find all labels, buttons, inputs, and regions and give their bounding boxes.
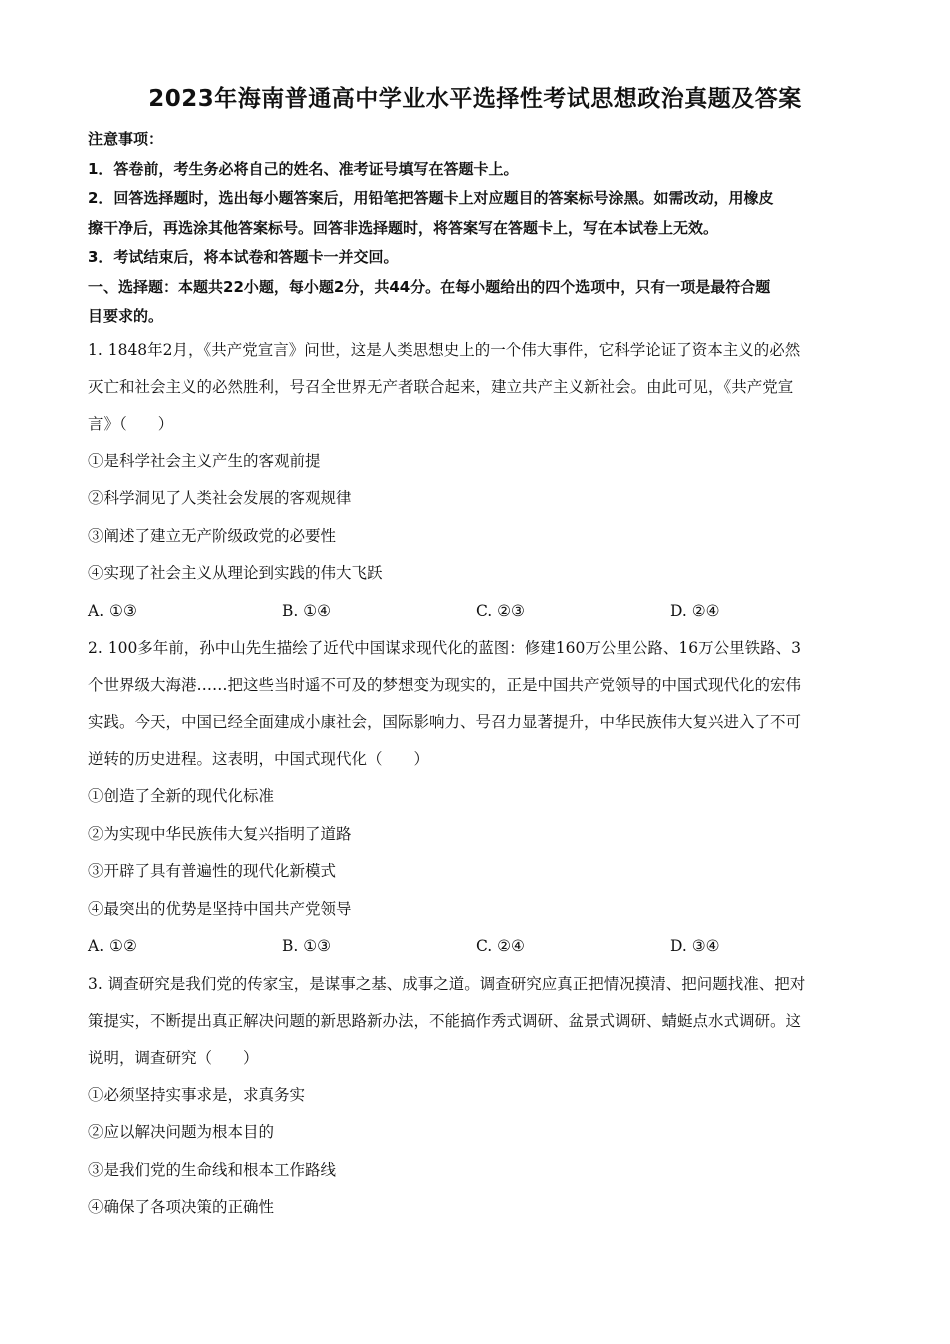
statement-item: ②科学洞见了人类社会发展的客观规律	[88, 489, 352, 507]
answer-choices	[88, 593, 864, 631]
statement-item: ④最突出的优势是坚持中国共产党领导	[88, 899, 352, 918]
choice-c: C. ②④	[476, 937, 525, 955]
notice-item: 3．考试结束后，将本试卷和答题卡一并交回。	[88, 248, 399, 266]
question-2	[88, 630, 864, 966]
question-stem: 策提实，不断提出真正解决问题的新思路新办法，不能搞作秀式调研、盆景式调研、蜻蜓点水式调研。这	[88, 1011, 802, 1030]
section-heading-cont: 目要求的。	[88, 307, 164, 325]
notice-item: 擦干净后，再选涂其他答案标号。回答非选择题时，将答案写在答题卡上，写在本试卷上无效。	[88, 218, 719, 237]
question-stem: 说明，调查研究（ ）	[88, 1048, 259, 1067]
question-stem: 言》（ ）	[88, 414, 174, 433]
statement-item: ③是我们党的生命线和根本工作路线	[88, 1160, 337, 1179]
statement-item: ③阐述了建立无产阶级政党的必要性	[88, 526, 337, 545]
question-stem: 1. 1848年2月，《共产党宣言》问世，这是人类思想史上的一个伟大事件，它科学论证了资本主义的必然	[88, 340, 801, 359]
choice-d: D. ③④	[670, 937, 720, 955]
statement-item: ④确保了各项决策的正确性	[88, 1198, 275, 1216]
question-1	[88, 332, 864, 631]
question-stem: 2. 100多年前，孙中山先生描绘了近代中国谋求现代化的蓝图：修建160万公里公路、16万公里铁路、3	[88, 639, 801, 657]
statement-item: ④实现了社会主义从理论到实践的伟大飞跃	[88, 564, 383, 582]
notice-heading: 注意事项：	[88, 130, 164, 148]
question-stem: 个世界级大海港……把这些当时遥不可及的梦想变为现实的，正是中国共产党领导的中国式现代化的宏伟	[88, 676, 802, 694]
statement-item: ①创造了全新的现代化标准	[88, 787, 275, 805]
notice-item: 2．回答选择题时，选出每小题答案后，用铅笔把答题卡上对应题目的答案标号涂黑。如需改动，用橡皮	[88, 189, 774, 207]
question-stem: 灭亡和社会主义的必然胜利，号召全世界无产者联合起来，建立共产主义新社会。由此可见，《共产党宣	[88, 377, 794, 396]
notice-item: 1．答卷前，考生务必将自己的姓名、准考证号填写在答题卡上。	[88, 159, 519, 178]
question-stem: 实践。今天，中国已经全面建成小康社会，国际影响力、号召力显著提升，中华民族伟大复兴进入了不可	[88, 713, 802, 731]
choice-b: B. ①③	[282, 937, 332, 955]
answer-choices	[88, 928, 864, 966]
section-heading: 一、选择题：本题共22小题，每小题2分，共44分。在每小题给出的四个选项中，只有一项是最符合题	[88, 277, 771, 296]
page-title: 2023年海南普通高中学业水平选择性考试思想政治真题及答案	[148, 86, 802, 112]
question-stem: 3. 调查研究是我们党的传家宝，是谋事之基、成事之道。调查研究应真正把情况摸清、把问题找准、把对	[88, 974, 806, 993]
content	[88, 125, 864, 1227]
choice-a: A. ①②	[88, 937, 137, 955]
statement-item: ②应以解决问题为根本目的	[88, 1123, 275, 1141]
statement-item: ②为实现中华民族伟大复兴指明了道路	[88, 824, 352, 843]
statement-item: ①必须坚持实事求是，求真务实	[88, 1085, 306, 1104]
statement-item: ①是科学社会主义产生的客观前提	[88, 451, 321, 470]
question-3	[88, 966, 864, 1227]
choice-a: A. ①③	[88, 601, 137, 620]
notice-section	[88, 125, 864, 332]
question-stem: 逆转的历史进程。这表明，中国式现代化（ ）	[88, 750, 430, 768]
choice-b: B. ①④	[282, 601, 332, 620]
choice-c: C. ②③	[476, 601, 525, 620]
statement-item: ③开辟了具有普遍性的现代化新模式	[88, 862, 337, 880]
choice-d: D. ②④	[670, 601, 720, 620]
